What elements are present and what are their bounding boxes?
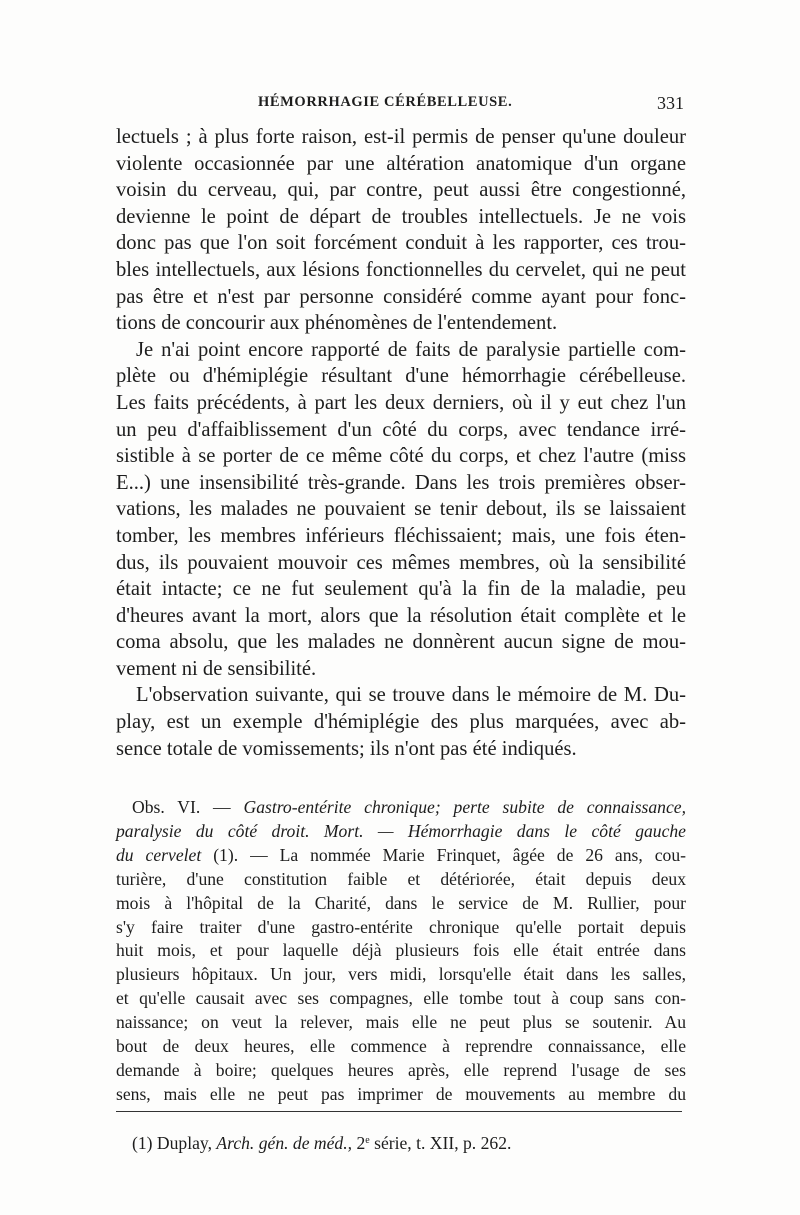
text-line: bles intellectuels, aux lésions fonctionnelles du cervelet, qui ne peut xyxy=(116,258,686,281)
running-title: HÉMORRHAGIE CÉRÉBELLEUSE. xyxy=(258,94,513,110)
text-line: plète ou d'hémiplégie résultant d'une hémorrhagie cérébelleuse. xyxy=(116,365,686,388)
observation-line: turière, d'une constitution faible et détériorée, était depuis deux xyxy=(116,868,686,889)
text-line: play, est un exemple d'hémiplégie des plus marquées, avec ab- xyxy=(116,711,686,734)
observation-title: Gastro-entérite chronique; perte subite de connaissance, xyxy=(243,797,686,817)
observation-line: naissance; on veut la relever, mais elle ne peut plus se soutenir. Au xyxy=(116,1012,686,1033)
text-line: vations, les malades ne pouvaient se tenir debout, ils se laissaient xyxy=(116,498,686,521)
text-line: pas être et n'est par personne considéré comme ayant pour fonc- xyxy=(116,285,686,308)
observation-line: bout de deux heures, elle commence à reprendre connaissance, elle xyxy=(116,1036,686,1057)
text-line: un peu d'affaiblissement d'un côté du corps, avec tendance irré- xyxy=(116,418,686,441)
text-line: coma absolu, que les malades ne donnèrent aucun signe de mou- xyxy=(116,631,686,654)
page-number: 331 xyxy=(657,93,684,113)
running-head xyxy=(118,94,684,118)
observation-line: demande à boire; quelques heures après, elle reprend l'usage de ses xyxy=(116,1059,686,1080)
footnote-marker: (1) Duplay, xyxy=(132,1133,212,1153)
text-line: d'heures avant la mort, alors que la résolution était complète et le xyxy=(116,604,686,627)
observation-label: Obs. VI. — xyxy=(132,797,231,817)
observation-title-line: paralysie du côté droit. Mort. — Hémorrhagie dans le côté gauche xyxy=(116,820,686,841)
text-line: sistible à se porter de ce même côté du corps, et chez l'autre (miss xyxy=(116,445,686,468)
observation-line: s'y faire traiter d'une gastro-entérite chronique qu'elle portait depuis xyxy=(116,916,686,937)
text-line: voisin du cerveau, qui, par contre, peut aussi être congestionné, xyxy=(116,179,686,202)
footnote-rule xyxy=(116,1111,682,1112)
observation-title-line xyxy=(116,796,686,820)
text-line: était intacte; ce ne fut seulement qu'à la fin de la maladie, peu xyxy=(116,578,686,601)
text-line: violente occasionnée par une altération anatomique d'un organe xyxy=(116,152,686,175)
paragraph-1 xyxy=(116,124,686,337)
text-line: Je n'ai point encore rapporté de faits de paralysie partielle com- xyxy=(136,338,686,361)
text-line: lectuels ; à plus forte raison, est-il permis de penser qu'une douleur xyxy=(116,126,686,148)
observation-line: mois à l'hôpital de la Charité, dans le service de M. Rullier, pour xyxy=(116,892,686,913)
text-line: vement ni de sensibilité. xyxy=(116,657,317,680)
text-line: tions de concourir aux phénomènes de l'entendement. xyxy=(116,312,558,335)
footnote-series-superscript: e xyxy=(365,1135,370,1146)
text-line: dus, ils pouvaient mouvoir ces mêmes membres, où la sensibilité xyxy=(116,551,686,574)
paragraph-2 xyxy=(116,337,686,683)
text-line: L'observation suivante, qui se trouve dans le mémoire de M. Du- xyxy=(136,684,686,707)
text-line: sence totale de vomissements; ils n'ont pas été indiqués. xyxy=(116,737,577,760)
observation-line: plusieurs hôpitaux. Un jour, vers midi, lorsqu'elle était dans les salles, xyxy=(116,964,686,985)
footnote-reference: série, t. XII, p. 262. xyxy=(374,1133,512,1153)
text-line: Les faits précédents, à part les deux derniers, où il y eut chez l'un xyxy=(116,391,686,414)
footnote xyxy=(132,1133,511,1154)
paragraph-3 xyxy=(116,682,686,762)
text-line: E...) une insensibilité très-grande. Dans les trois premières obser- xyxy=(116,471,686,494)
observation-title-line xyxy=(116,844,686,868)
observation-line: et qu'elle causait avec ses compagnes, elle tombe tout à coup sans con- xyxy=(116,988,686,1009)
observation-line: huit mois, et pour laquelle déjà plusieurs fois elle était entrée dans xyxy=(116,940,686,961)
observation-title-end: du cervelet xyxy=(116,844,202,865)
text-line: tomber, les membres inférieurs fléchissaient; mais, une fois éten- xyxy=(116,524,686,547)
text-line: devienne le point de départ de troubles intellectuels. Je ne vois xyxy=(116,205,686,228)
text-line: donc pas que l'on soit forcément conduit à les rapporter, ces trou- xyxy=(116,232,686,255)
footnote-series-number: 2 xyxy=(356,1133,366,1153)
body-text xyxy=(116,124,686,762)
observation-text-start: (1). — La nommée Marie Frinquet, âgée de 26 ans, cou- xyxy=(201,844,686,865)
observation-line: sens, mais elle ne peut pas imprimer de mouvements au membre du xyxy=(116,1083,686,1104)
observation-block xyxy=(116,796,686,1107)
footnote-source: Arch. gén. de méd., xyxy=(216,1133,353,1153)
